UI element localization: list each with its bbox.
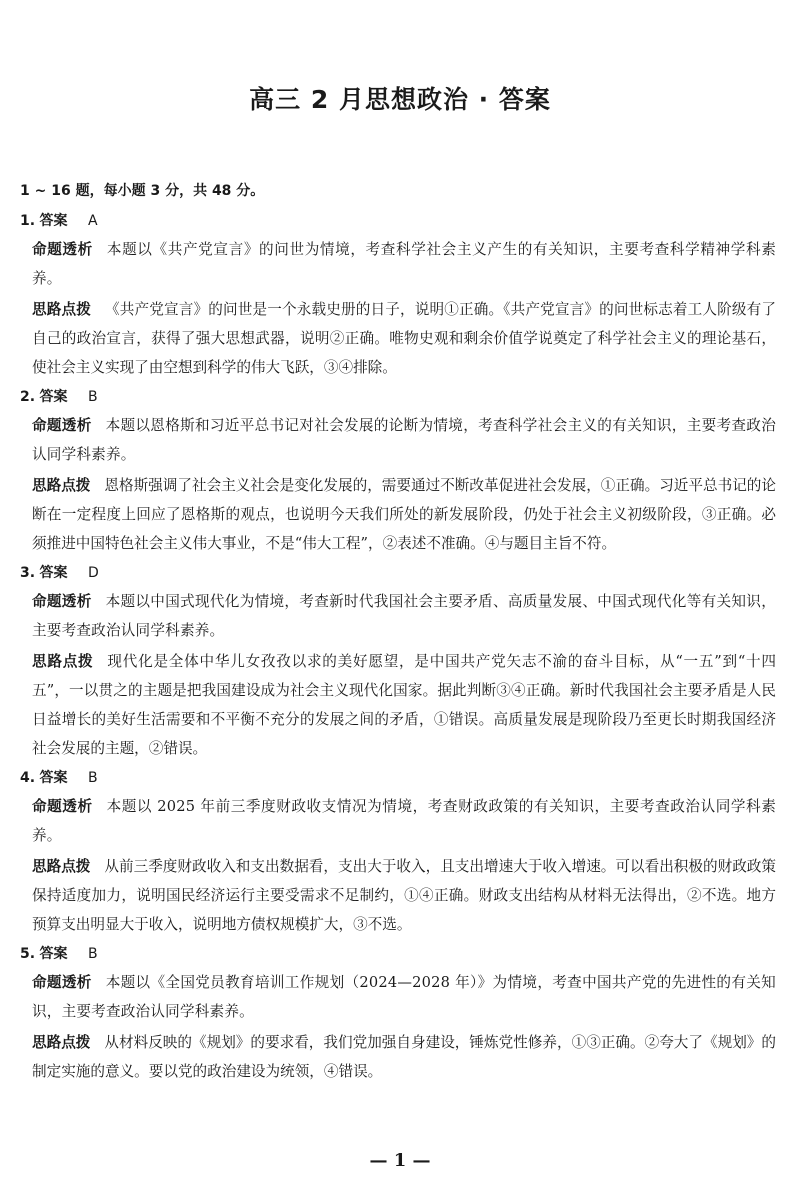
analysis-paragraph — [20, 587, 776, 645]
hint-label: 思路点拨 — [32, 477, 91, 494]
analysis-paragraph — [20, 411, 776, 469]
answer-label: 答案 — [39, 389, 68, 405]
hint-text: 从材料反映的《规划》的要求看，我们党加强自身建设，锤炼党性修养，①③正确。②夸大了《规划》的制定实施的意义。要以党的政治建设为统领，④错误。 — [32, 1034, 776, 1080]
question-item — [20, 765, 776, 939]
analysis-paragraph — [20, 968, 776, 1026]
page-number: — 1 — — [369, 1150, 431, 1171]
question-header — [20, 208, 776, 235]
analysis-label: 命题透析 — [32, 593, 92, 610]
hint-paragraph — [20, 852, 776, 939]
answer-value: A — [87, 213, 98, 229]
analysis-label: 命题透析 — [32, 974, 92, 991]
question-number: 3. — [20, 565, 36, 581]
answer-value: D — [87, 565, 99, 581]
section-intro: 1 ~ 16 题，每小题 3 分，共 48 分。 — [20, 183, 265, 199]
hint-label: 思路点拨 — [32, 858, 91, 875]
analysis-text: 本题以 2025 年前三季度财政收支情况为情境，考查财政政策的有关知识，主要考查政治认同学科素养。 — [32, 798, 776, 844]
question-header — [20, 765, 776, 792]
hint-paragraph — [20, 471, 776, 558]
question-item — [20, 384, 776, 558]
question-number: 1. — [20, 213, 36, 229]
answer-value: B — [87, 770, 98, 786]
answer-label: 答案 — [39, 213, 68, 229]
question-list — [20, 208, 776, 1088]
hint-text: 恩格斯强调了社会主义社会是变化发展的，需要通过不断改革促进社会发展，①正确。习近平总书记的论断在一定程度上回应了恩格斯的观点，也说明今天我们所处的新发展阶段，仍处于社会主义初级阶段，③正确。必须推进中国特色社会主义伟大事业，不是“伟大工程”，②表述不准确。④与题目主旨不符。 — [32, 477, 776, 552]
question-header — [20, 560, 776, 587]
hint-label: 思路点拨 — [32, 301, 91, 318]
question-header — [20, 384, 776, 411]
answer-value: B — [87, 946, 98, 962]
question-item — [20, 941, 776, 1086]
analysis-text: 本题以《共产党宣言》的问世为情境，考查科学社会主义产生的有关知识，主要考查科学精神学科素养。 — [32, 241, 776, 287]
question-number: 2. — [20, 389, 36, 405]
hint-text: 现代化是全体中华儿女孜孜以求的美好愿望，是中国共产党矢志不渝的奋斗目标，从“一五”到“十四五”，一以贯之的主题是把我国建设成为社会主义现代化国家。据此判断③④正确。新时代我国社会主要矛盾是人民日益增长的美好生活需要和不平衡不充分的发展之间的矛盾，①错误。高质量发展是现阶段乃至更长时期我国经济社会发展的主题，②错误。 — [32, 653, 776, 757]
answer-value: B — [87, 389, 98, 405]
answer-label: 答案 — [39, 946, 68, 962]
question-header — [20, 941, 776, 968]
hint-label: 思路点拨 — [32, 653, 94, 670]
hint-text: 从前三季度财政收入和支出数据看，支出大于收入，且支出增速大于收入增速。可以看出积极的财政政策保持适度加力，说明国民经济运行主要受需求不足制约，①④正确。财政支出结构从材料无法得出，②不选。地方预算支出明显大于收入，说明地方债权规模扩大，③不选。 — [32, 858, 776, 933]
question-number: 5. — [20, 946, 36, 962]
answer-label: 答案 — [39, 565, 68, 581]
analysis-label: 命题透析 — [32, 798, 93, 815]
analysis-paragraph — [20, 235, 776, 293]
analysis-text: 本题以《全国党员教育培训工作规划（2024—2028 年）》为情境，考查中国共产党的先进性的有关知识，主要考查政治认同学科素养。 — [32, 974, 776, 1020]
hint-label: 思路点拨 — [32, 1034, 91, 1051]
page-title: 高三 2 月思想政治 · 答案 — [249, 85, 551, 114]
hint-paragraph — [20, 295, 776, 382]
hint-text: 《共产党宣言》的问世是一个永载史册的日子，说明①正确。《共产党宣言》的问世标志着工人阶级有了自己的政治宣言，获得了强大思想武器，说明②正确。唯物史观和剩余价值学说奠定了科学社会主义的理论基石，使社会主义实现了由空想到科学的伟大飞跃，③④排除。 — [32, 301, 776, 376]
analysis-label: 命题透析 — [32, 417, 92, 434]
question-item — [20, 208, 776, 382]
question-item — [20, 560, 776, 763]
answer-label: 答案 — [39, 770, 68, 786]
analysis-label: 命题透析 — [32, 241, 93, 258]
analysis-text: 本题以恩格斯和习近平总书记对社会发展的论断为情境，考查科学社会主义的有关知识，主要考查政治认同学科素养。 — [32, 417, 776, 463]
analysis-text: 本题以中国式现代化为情境，考查新时代我国社会主要矛盾、高质量发展、中国式现代化等有关知识，主要考查政治认同学科素养。 — [32, 593, 776, 639]
hint-paragraph — [20, 1028, 776, 1086]
hint-paragraph — [20, 647, 776, 763]
question-number: 4. — [20, 770, 36, 786]
analysis-paragraph — [20, 792, 776, 850]
